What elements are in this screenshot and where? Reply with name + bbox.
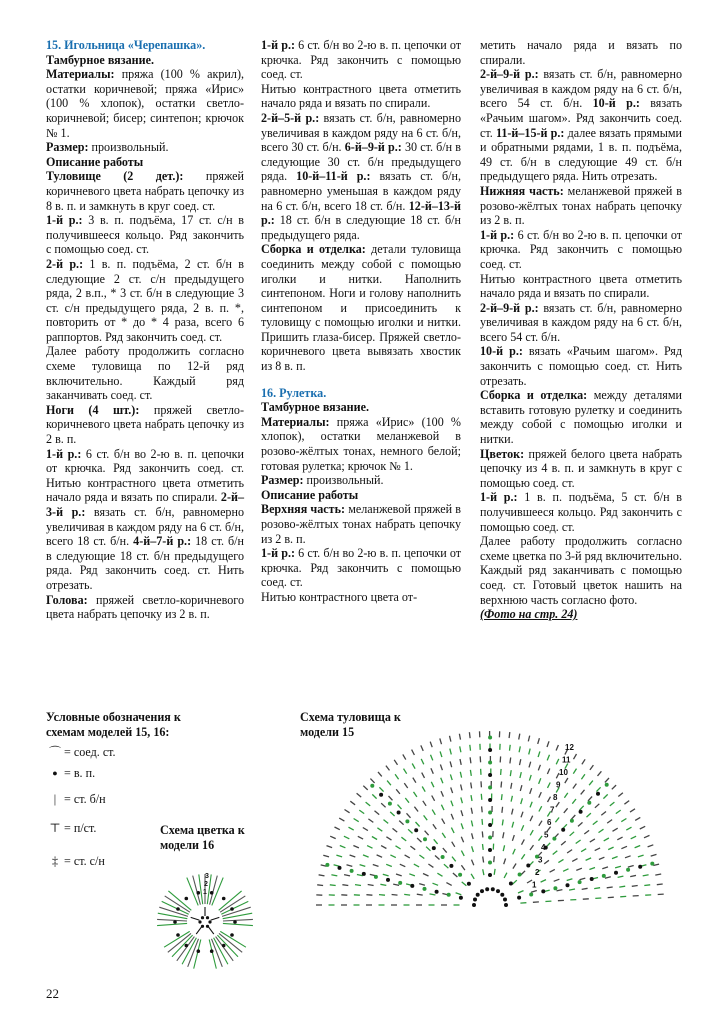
column-2: 1-й р.: 6 ст. б/н во 2-ю в. п. цепочки от крючка. Ряд закончить с помощью соед. ст. Нитью контрастного цвета отметить начало ряда и вязать по спирали. 2-й–5-й р.: вязать ст. б/н, равномерно увеличивая в каждом ряду на 6 ст. б/н, всего 30 ст. б/н. 6-й–9-й р.: 30 ст. б/н в следующие 30 ст. б/н предыдущего ряда. 10-й–11-й р.: вязать ст. б/н, равномерно уменьшая в каждом ряду на 6 ст. б/н, всего 18 ст. б/н. 12-й–13-й р.: 18 ст. б/н в следующие 18 ст. б/н предыдущего ряда. Сборка и отделка: детали туловища соединить между собой с помощью иголки и нитки. Наполнить синтепоном. Ноги и голову наполнить синтепоном и присоединить к туловищу с помощью иголки и нитки. Пришить глаза-бисер. Пряжей светло-коричневого цвета вывязать хвостик из 8 в. п. 16. Рулетка. Тамбурное вязание. Материалы: пряжа «Ирис» (100 % хлопок), остатки меланжевой в розово-жёлтых тонах, немного белой; готовая рулетка; крючок № 1. Размер: произвольный. Описание работы Верхняя часть: меланжевой пряжей в розово-жёлтых тонах набрать цепочку из 2 в. п. 1-й р.: 6 ст. б/н во 2-ю в. п. цепочки от крючка. Ряд закончить с помощью соед. ст. Нитью контрастного цвета от-: [261, 38, 462, 604]
chain-dot: [379, 793, 383, 797]
page-number: 22: [46, 986, 59, 1001]
title-model-16: 16. Рулетка.: [261, 385, 327, 400]
chain-dot: [201, 925, 204, 928]
chain-dot: [488, 861, 492, 865]
chain-dot: [398, 881, 402, 885]
chain-dot: [566, 883, 570, 887]
chain-dot: [605, 783, 609, 787]
chain-dot: [176, 933, 180, 937]
chain-dot: [397, 811, 401, 815]
chain-dot: [570, 819, 574, 823]
slip-stitch-icon: ⌒: [48, 745, 62, 760]
chain-dot: [485, 887, 489, 891]
chain-dot: [488, 811, 492, 815]
legend-title: Условные обозначения к схемам моделей 15, 16:: [46, 710, 181, 739]
chain-dot: [197, 891, 201, 895]
chain-dot: [496, 889, 500, 893]
chain-dot: [230, 933, 234, 937]
chain-dot: [488, 823, 492, 827]
flower-schema-diagram: [150, 860, 260, 980]
chain-dot: [553, 886, 557, 890]
legend-item: ⌒ = соед. ст.: [46, 745, 216, 760]
chain-dot: [626, 868, 630, 872]
chain-dot: [201, 916, 204, 919]
row-number: 6: [547, 818, 552, 827]
chain-dot: [447, 893, 451, 897]
chain-dot: [386, 878, 390, 882]
row-number: 7: [550, 805, 555, 815]
chain-dot: [197, 949, 201, 953]
schema-body-title: Схема туловища к модели 15: [300, 710, 401, 739]
chain-dot: [488, 873, 492, 877]
chain-dot: [173, 920, 177, 924]
chain-dot: [596, 792, 600, 796]
row-number: 2: [535, 868, 540, 877]
chain-dot: [206, 925, 209, 928]
chain-dot: [458, 873, 462, 877]
chain-dot: [374, 875, 378, 879]
chain-dot: [650, 862, 654, 866]
chain-dot: [350, 869, 354, 873]
chain-icon: ●: [52, 767, 58, 778]
chain-dot: [503, 898, 507, 902]
chain-dot: [590, 877, 594, 881]
chain-dot: [410, 884, 414, 888]
double-crochet-icon: ‡: [51, 853, 59, 868]
chain-dot: [561, 828, 565, 832]
chain-dot: [362, 872, 366, 876]
chain-dot: [488, 748, 492, 752]
chain-dot: [488, 836, 492, 840]
chain-dot: [176, 907, 180, 911]
chain-dot: [488, 773, 492, 777]
chain-dot: [579, 810, 583, 814]
chain-dot: [518, 873, 522, 877]
chain-dot: [198, 920, 201, 923]
row-number: 11: [562, 755, 571, 765]
chain-dot: [488, 736, 492, 740]
single-crochet-icon: |: [53, 792, 57, 807]
chain-dot: [488, 761, 492, 765]
legend-item: | = ст. б/н: [46, 792, 216, 807]
legend-item: ‡ = ст. с/н: [46, 854, 216, 869]
chain-dot: [325, 863, 329, 867]
half-double-icon: ⊤: [49, 820, 61, 835]
chain-dot: [488, 786, 492, 790]
chain-dot: [473, 898, 477, 902]
schema-flower-title: Схема цветка к модели 16: [160, 823, 245, 852]
chain-dot: [578, 880, 582, 884]
chain-dot: [517, 896, 521, 900]
chain-dot: [614, 871, 618, 875]
row-number: 1: [203, 889, 207, 896]
chain-dot: [423, 887, 427, 891]
chain-dot: [541, 889, 545, 893]
chain-dot: [552, 837, 556, 841]
technique: Тамбурное вязание.: [46, 52, 154, 67]
chain-dot: [526, 864, 530, 868]
chain-dot: [423, 837, 427, 841]
chain-dot: [467, 882, 471, 886]
chain-dot: [370, 784, 374, 788]
column-3: метить начало ряда и вязать по спирали. 2-й–9-й р.: вязать ст. б/н, равномерно увеличивая в каждом ряду на 6 ст. б/н, всего 54 ст. б/н. 10-й р.: вязать «Рачьим шагом». Ряд закончить соед. ст. 11-й–15-й р.: далее вязать прямыми и обратными рядами, 1 в. п. подъёма, 49 ст. б/н в следующие 49 ст. б/н предыдущего ряда. Нить отрезать. Нижняя часть: меланжевой пряжей в розово-жёлтых тонах набрать цепочку из 2 в. п. 1-й р.: 6 ст. б/н во 2-ю в. п. цепочки от крючка. Ряд закончить с помощью соед. ст. Нитью контрастного цвета отметить начало ряда и вязать по спирали. 2-й–9-й р.: вязать ст. б/н, равномерно увеличивая в каждом ряду на 6 ст. б/н, всего 54 ст. б/н. 10-й р.: вязать «Рачьим шагом». Ряд закончить с помощью соед. ст. Нить отрезать. Сборка и отделка: между деталями вставить готовую рулетку и соединить между собой с помощью иголки и нитки. Цветок: пряжей белого цвета набрать цепочку из 4 в. п. и замкнуть в круг с помощью соед. ст. 1-й р.: 1 в. п. подъёма, 5 ст. б/н в получившееся кольцо. Ряд закончить с помощью соед. ст. Далее работу продолжить согласно схеме цветка по 3-й ряд включительно. Каждый ряд заканчивать с помощью соед. ст. Готовый цветок нашить на верхнюю часть согласно фото. (Фото на стр. 24): [480, 38, 683, 622]
chain-dot: [504, 903, 508, 907]
row-number: 4: [541, 843, 546, 852]
row-number: 12: [565, 743, 574, 752]
chain-dot: [432, 846, 436, 850]
chain-dot: [206, 916, 209, 919]
legend-item: ⊤ = п/ст.: [46, 821, 216, 836]
chain-dot: [210, 891, 214, 895]
chain-dot: [602, 874, 606, 878]
chain-dot: [587, 801, 591, 805]
photo-link[interactable]: (Фото на стр. 24): [480, 607, 578, 622]
row-number: 3: [205, 873, 209, 880]
chain-dot: [529, 893, 533, 897]
chain-dot: [441, 855, 445, 859]
row-number: 9: [556, 780, 561, 790]
chain-dot: [509, 882, 513, 886]
chain-dot: [449, 864, 453, 868]
row-number: 3: [538, 855, 543, 865]
chain-dot: [222, 944, 226, 948]
chain-dot: [185, 897, 189, 901]
column-1: 15. Игольница «Черепашка». Тамбурное вязание. Материалы: пряжа (100 % акрил), остатки коричневой; пряжа «Ирис» (100 % хлопок), остатки светло-коричневой; бисер; синтепон; крючок № 1. Размер: произвольный. Описание работы Туловище (2 дет.): пряжей коричневого цвета набрать цепочку из 8 в. п. и замкнуть в круг соед. ст. 1-й р.: 3 в. п. подъёма, 17 ст. с/н в получившееся кольцо. Ряд закончить с помощью соед. ст. 2-й р.: 1 в. п. подъёма, 2 ст. б/н в следующие 2 ст. с/н предыдущего ряда, 2 в.п., * 3 ст. б/н в следующие 3 ст. с/н предыдущего ряда, 2 в. п. *, повторить от * до * 4 раза, всего 6 раппортов. Ряд закончить соед. ст. Далее работу продолжить согласно схеме туловища по 12-й ряд включительно. Каждый ряд заканчивать соед. ст. Ноги (4 шт.): пряжей светло-коричневого цвета набрать цепочку из 2 в. п. 1-й р.: 6 ст. б/н во 2-ю в. п. цепочки от крючка. Ряд закончить соед. ст. Нитью контрастного цвета отметить начало ряда и вязать по спирали. 2-й–3-й р.: вязать ст. б/н, равномерно увеличивая в каждом ряду на 6 ст. б/н, всего 18 ст. б/н. 4-й–7-й р.: 18 ст. б/н в следующие 18 ст. б/н предыдущего ряда. Ряд закончить соед. ст. Нить отрезать. Голова: пряжей светло-коричневого цвета набрать цепочку из 2 в. п.: [46, 38, 245, 622]
chain-dot: [459, 896, 463, 900]
chain-dot: [222, 897, 226, 901]
row-number: 8: [553, 793, 558, 802]
desc-heading: Описание работы: [46, 154, 144, 169]
legend-item: ● = в. п.: [46, 766, 216, 781]
body-schema-diagram: [290, 730, 690, 980]
row-number: 5: [544, 830, 549, 840]
chain-dot: [476, 893, 480, 897]
chain-dot: [488, 848, 492, 852]
chain-dot: [388, 802, 392, 806]
chain-dot: [491, 887, 495, 891]
row-number: 1: [532, 880, 537, 890]
chain-dot: [338, 866, 342, 870]
row-number: 2: [204, 881, 208, 888]
chain-dot: [435, 890, 439, 894]
chain-dot: [638, 865, 642, 869]
chain-dot: [488, 798, 492, 802]
chain-dot: [233, 920, 237, 924]
chain-dot: [472, 903, 476, 907]
chain-dot: [500, 893, 504, 897]
chain-dot: [185, 944, 189, 948]
chain-dot: [210, 949, 214, 953]
row-number: 10: [559, 768, 568, 777]
chain-dot: [480, 889, 484, 893]
chain-dot: [230, 907, 234, 911]
chain-dot: [405, 819, 409, 823]
chain-dot: [414, 828, 418, 832]
chain-dot: [208, 920, 211, 923]
title-model-15: 15. Игольница «Черепашка».: [46, 38, 206, 52]
